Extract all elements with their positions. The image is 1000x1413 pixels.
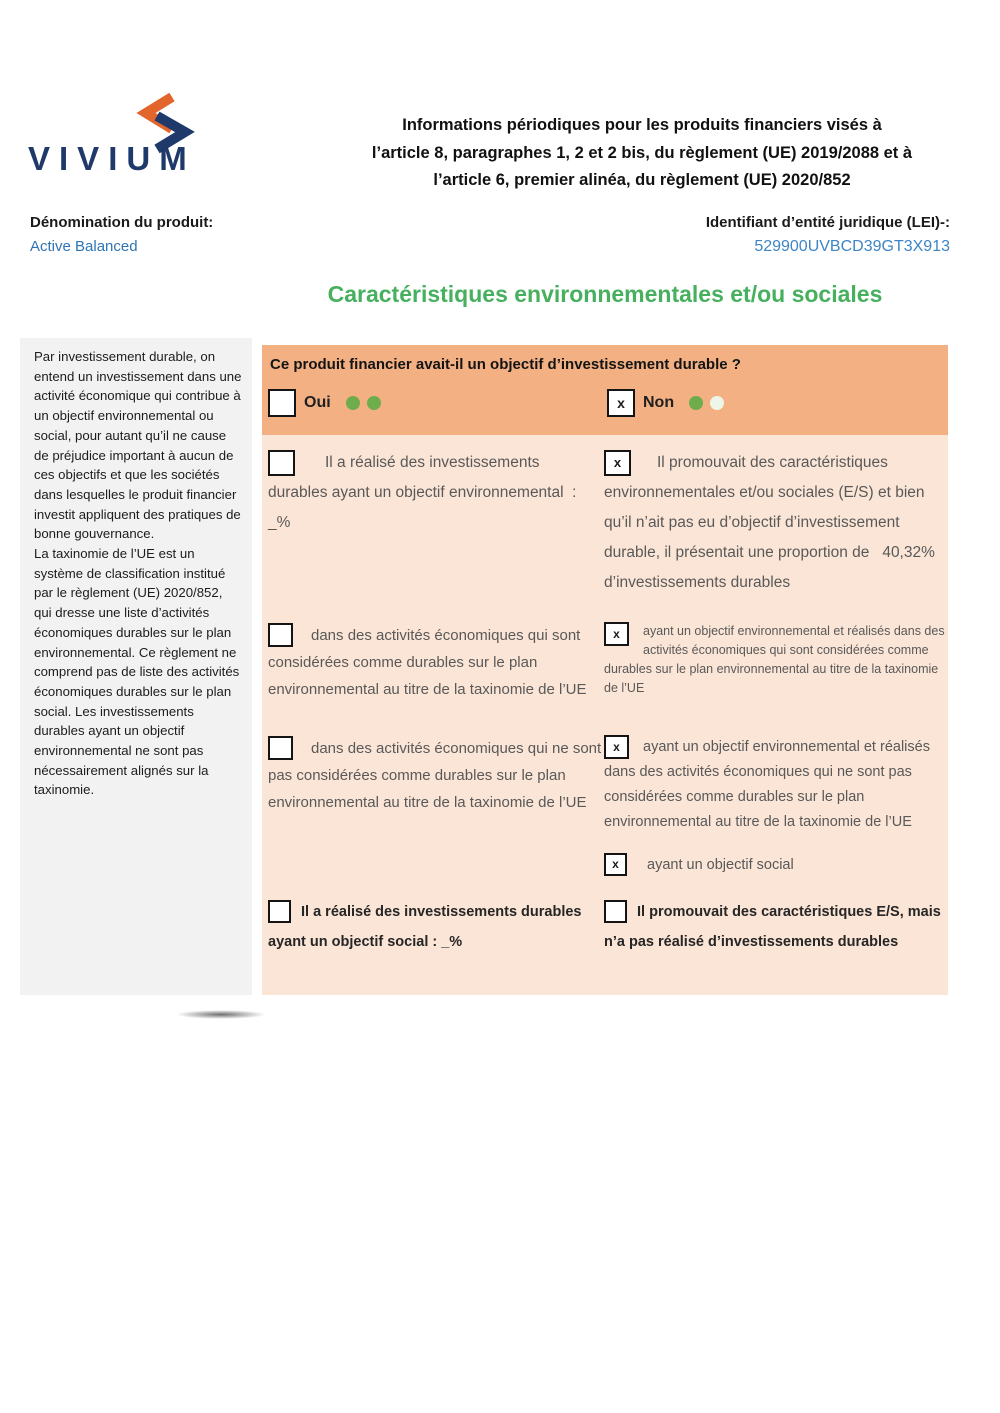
lei-label: Identifiant d’entité juridique (LEI)-: xyxy=(705,214,950,231)
green-dot-icon xyxy=(689,396,703,410)
option-checkbox[interactable] xyxy=(268,450,295,476)
option-checkbox[interactable] xyxy=(268,736,293,760)
sidebar-paragraph-sustainable-investment: Par investissement durable, on entend un investissement dans une activité économique qui contribue à un objectif environnemental ou social, pour autant qu’il ne cause de préjudice important à aucun de ces objectifs et que les sociétés dans lesquelles le produit financier investit appliquent des pratiques de bonne gouvernance. xyxy=(34,349,242,542)
lei-value: 529900UVBCD39GT3X913 xyxy=(754,238,950,255)
option-env-objective-taxonomy-aligned xyxy=(604,622,946,698)
option-social-objective xyxy=(604,853,944,878)
green-dot-icon xyxy=(367,396,381,410)
vivium-wordmark: VIVIUM xyxy=(28,140,196,177)
header-line-2: l’article 8, paragraphes 1, 2 et 2 bis, du règlement (UE) 2019/2088 et à xyxy=(371,143,913,162)
oui-label: Oui xyxy=(304,394,331,411)
option-checkbox[interactable]: x xyxy=(604,622,629,646)
header-line-1: Informations périodiques pour les produits financiers visés à xyxy=(402,116,882,134)
product-name-label: Dénomination du produit: xyxy=(30,214,214,231)
option-label: ayant un objectif environnemental et réalisés dans des activités économiques qui ne sont pas considérées comme durables sur le plan environnemental au titre de la taxinomie de l’UE xyxy=(604,739,930,830)
option-label: Il promouvait des caractéristiques environnementales et/ou sociales (E/S) et bien qu’il n’ait pas eu d’objectif d’investissement durable, il présentait une proportion de 40,32% d’investissements durables xyxy=(604,454,935,591)
option-env-objective-non-taxonomy-aligned xyxy=(604,735,947,835)
oui-checkbox[interactable] xyxy=(268,389,296,417)
option-label: Il a réalisé des investissements durables ayant un objectif social : _% xyxy=(268,904,582,950)
panel-header xyxy=(262,345,948,435)
document-header-title xyxy=(318,112,966,195)
sidebar-paragraph-eu-taxonomy: La taxinomie de l’UE est un système de classification institué par le règlement (UE) 2020/852, qui dresse une liste d’activités économiques durables sur le plan environnemental. Ce règlement ne comprend pas de liste des activités économiques durables sur le plan social. Les investissements durables ayant un objectif environnemental ne sont pas nécessairement alignés sur la taxinomie. xyxy=(34,546,240,798)
option-sustainable-social-objective xyxy=(268,897,602,957)
green-dot-icon xyxy=(346,396,360,410)
non-label: Non xyxy=(643,394,675,411)
option-label: ayant un objectif environnemental et réalisés dans des activités économiques qui sont considérées comme durables sur le plan environnemental au titre de la taxinomie de l’UE xyxy=(604,624,945,695)
option-checkbox[interactable]: x xyxy=(604,853,627,876)
option-label: Il a réalisé des investissements durables ayant un objectif environnemental : _% xyxy=(268,454,577,531)
option-label: dans des activités économiques qui sont considérées comme durables sur le plan environnemental au titre de la taxinomie de l’UE xyxy=(268,627,587,698)
panel-body xyxy=(262,435,948,995)
option-promoted-es-characteristics xyxy=(604,448,945,598)
option-promoted-es-no-sustainable-investments xyxy=(604,897,941,957)
option-sustainable-env-objective xyxy=(268,448,602,538)
panel-question: Ce produit financier avait-il un objectif d’investissement durable ? xyxy=(270,356,741,373)
header-line-3: l’article 6, premier alinéa, du règlement (UE) 2020/852 xyxy=(433,171,851,189)
option-checkbox[interactable] xyxy=(604,900,627,923)
option-checkbox[interactable]: x xyxy=(604,450,631,476)
option-label: ayant un objectif social xyxy=(647,857,794,873)
option-checkbox[interactable] xyxy=(268,623,293,647)
option-label: dans des activités économiques qui ne sont pas considérées comme durables sur le plan environnemental au titre de la taxinomie de l’UE xyxy=(268,740,602,811)
option-non-taxonomy-aligned-activities xyxy=(268,735,604,816)
option-taxonomy-aligned-activities xyxy=(268,622,602,703)
option-non xyxy=(607,389,724,417)
vivium-logo xyxy=(28,92,234,180)
non-checkbox[interactable]: x xyxy=(607,389,635,417)
option-label: Il promouvait des caractéristiques E/S, mais n’a pas réalisé d’investissements durables xyxy=(604,904,941,950)
option-checkbox[interactable] xyxy=(268,900,291,923)
option-oui xyxy=(268,389,381,417)
section-title: Caractéristiques environnementales et/ou sociales xyxy=(327,281,883,307)
sustainable-objective-panel xyxy=(262,345,948,995)
pale-dot-icon xyxy=(710,396,724,410)
option-checkbox[interactable]: x xyxy=(604,735,629,759)
scan-artifact-dash xyxy=(176,1010,266,1019)
definitions-sidebar xyxy=(20,338,252,995)
product-name-value: Active Balanced xyxy=(30,238,138,255)
